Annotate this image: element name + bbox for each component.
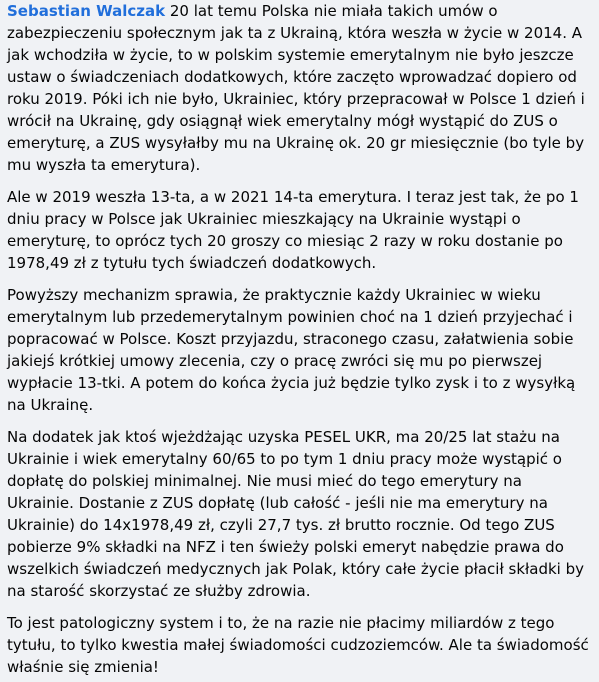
comment-paragraph-3: Powyższy mechanizm sprawia, że praktycznie każdy Ukrainiec w wieku emerytalnym lub przedemerytalnym powinien choć na 1 dzień przyjechać i popracować w Polsce. Koszt przyjazdu, straconego czasu, załatwienia sobie jakiejś krótkiej umowy zlecenia, czy o pracę zwróci się mu po pierwszej wypłacie 13-tki. A potem do końca życia już będzie tylko zysk i to z wysyłką na Ukrainę. xyxy=(7,286,576,414)
comment-paragraph-1 xyxy=(7,0,591,176)
comment-text-1: 20 lat temu Polska nie miała takich umów o zabezpieczeniu społecznym jak ta z Ukrainą, która weszła w życie w 2014. A jak wchodziła w życie, to w polskim systemie emerytalnym nie było jeszcze ustaw o świadczeniach dodatkowych, które zaczęto wprowadzać dopiero od roku 2019. Póki ich nie było, Ukrainiec, który przepracował w Polsce 1 dzień i wrócił na Ukrainę, gdy osiągnął wiek emerytalny mógł wystąpić do ZUS o emeryturę, a ZUS wysyłałby mu na Ukrainę ok. 20 gr miesięcznie (bo tyle by mu wyszła ta emerytura). xyxy=(7,2,585,174)
comment-paragraph-2: Ale w 2019 weszła 13-ta, a w 2021 14-ta emerytura. I teraz jest tak, że po 1 dniu pracy w Polsce jak Ukrainiec mieszkający na Ukrainie wystąpi o emeryturę, to oprócz tych 20 groszy co miesiąc 2 razy w roku dostanie po 1978,49 zł z tytułu tych świadczeń dodatkowych. xyxy=(7,188,579,272)
author-name-link[interactable]: Sebastian Walczak xyxy=(7,2,166,20)
comment-paragraph-4: Na dodatek jak ktoś wjeżdżając uzyska PESEL UKR, ma 20/25 lat stażu na Ukrainie i wiek emerytalny 60/65 to po tym 1 dniu pracy może wystąpić o dopłatę do polskiej minimalnej. Nie musi mieć do tego emerytury na Ukrainie. Dostanie z ZUS dopłatę (lub całość - jeśli nie ma emerytury na Ukrainie) do 14x1978,49 zł, czyli 27,7 tys. zł brutto rocznie. Od tego ZUS pobierze 9% składki na NFZ i ten świeży polski emeryt nabędzie prawa do wszelkich świadczeń medycznych jak Polak, który całe życie płacił składki by na starość skorzystać ze służby zdrowia. xyxy=(7,428,585,600)
comment-paragraph-5: To jest patologiczny system i to, że na razie nie płacimy miliardów z tego tytułu, to tylko kwestia małej świadomości cudzoziemców. Ale ta świadomość właśnie się zmienia! xyxy=(7,614,589,676)
